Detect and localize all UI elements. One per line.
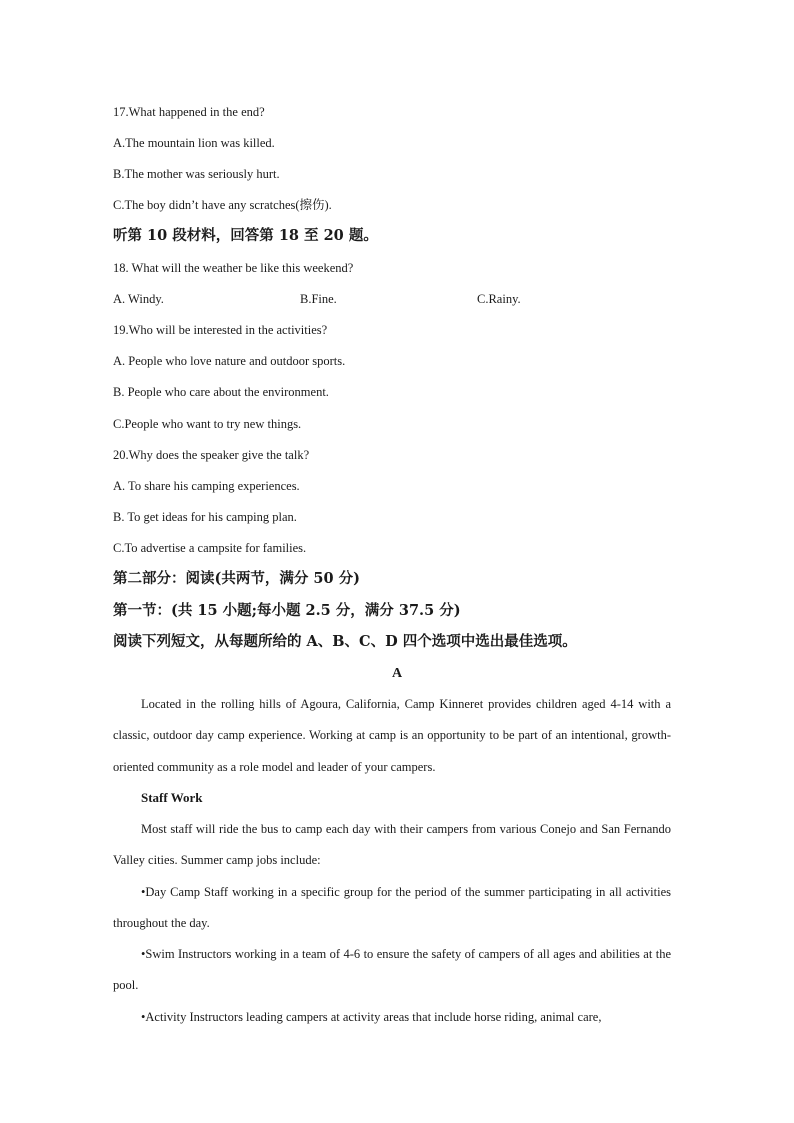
- q18-option-a: A. Windy.: [113, 292, 164, 306]
- q18-option-b: B.Fine.: [300, 292, 337, 306]
- passage-paragraph-2-text: Most staff will ride the bus to camp each day with their campers from various Conejo and San Fernando Valley cities. Summer camp jobs include:: [113, 822, 671, 868]
- q19-question: 19.Who will be interested in the activities?: [113, 323, 328, 337]
- passage-paragraph-2: [113, 814, 671, 877]
- section10-heading: 听第 10 段材料，回答第 18 至 20 题。: [113, 227, 378, 244]
- q20-question: 20.Why does the speaker give the talk?: [113, 448, 310, 462]
- passage-paragraph-1: [113, 689, 671, 783]
- q20-option-a: A. To share his camping experiences.: [113, 479, 300, 493]
- part2-heading: 第二部分：阅读(共两节，满分 50 分): [113, 570, 360, 587]
- q17-question: 17.What happened in the end?: [113, 105, 265, 119]
- q18-question: 18. What will the weather be like this weekend?: [113, 261, 354, 275]
- q20-option-c: C.To advertise a campsite for families.: [113, 541, 307, 555]
- passage-bullet-activity-text: •Activity Instructors leading campers at activity areas that include horse riding, animal care,: [141, 1010, 602, 1024]
- q19-option-b: B. People who care about the environment.: [113, 385, 329, 399]
- passage-paragraph-1-text: Located in the rolling hills of Agoura, California, Camp Kinneret provides children aged 4-14 with a classic, outdoor day camp experience. Working at camp is an opportunity to be part of an intentional, growth-oriented community as a role model and leader of your campers.: [113, 697, 671, 774]
- q17-option-a: A.The mountain lion was killed.: [113, 136, 275, 150]
- section1-heading: 第一节：(共 15 小题;每小题 2.5 分，满分 37.5 分): [113, 602, 461, 619]
- q17-option-b: B.The mother was seriously hurt.: [113, 167, 280, 181]
- passage-bullet-swim: [113, 939, 671, 1002]
- passage-bullet-day-camp: [113, 877, 671, 940]
- passage-bullet-swim-text: •Swim Instructors working in a team of 4-6 to ensure the safety of campers of all ages and abilities at the pool.: [113, 947, 671, 993]
- passage-bullet-day-camp-text: •Day Camp Staff working in a specific group for the period of the summer participating in all activities throughout the day.: [113, 885, 671, 931]
- q18-option-c: C.Rainy.: [477, 292, 521, 306]
- instruction-heading: 阅读下列短文，从每题所给的 A、B、C、D 四个选项中选出最佳选项。: [113, 633, 577, 650]
- passage-label: A: [391, 666, 403, 681]
- staff-work-heading: Staff Work: [141, 790, 203, 805]
- q17-option-c: C.The boy didn’t have any scratches(擦伤).: [113, 198, 332, 212]
- q19-option-a: A. People who love nature and outdoor sports.: [113, 354, 346, 368]
- passage-bullet-activity: [113, 1002, 671, 1033]
- q19-option-c: C.People who want to try new things.: [113, 417, 302, 431]
- q20-option-b: B. To get ideas for his camping plan.: [113, 510, 297, 524]
